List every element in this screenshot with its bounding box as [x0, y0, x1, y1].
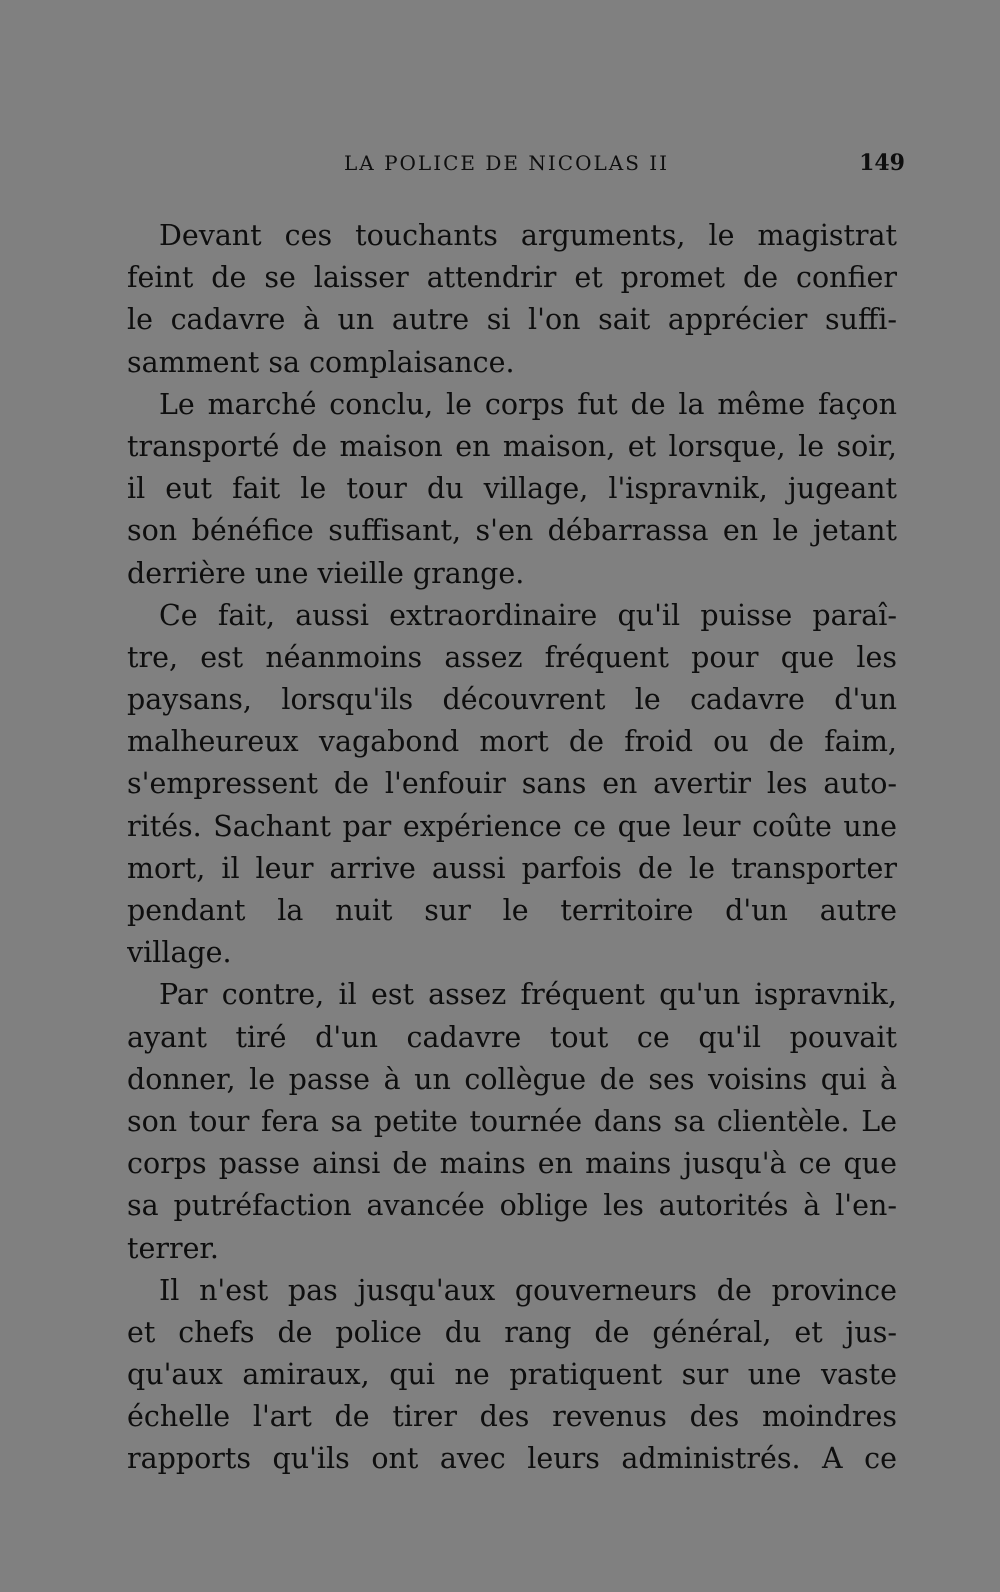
- text-line: samment sa complaisance.: [127, 345, 515, 379]
- text-line: s'empressent de l'enfouir sans en avertir les auto-: [127, 767, 897, 801]
- text-line: échelle l'art de tirer des revenus des moindres: [127, 1400, 897, 1434]
- text-line: son tour fera sa petite tournée dans sa clientèle. Le: [127, 1104, 897, 1138]
- text-line: rités. Sachant par expérience ce que leur coûte une: [127, 809, 897, 843]
- running-title: LA POLICE DE NICOLAS II: [344, 151, 670, 175]
- text-line: il eut fait le tour du village, l'ispravnik, jugeant: [127, 472, 897, 506]
- text-line: Il n'est pas jusqu'aux gouverneurs de province: [159, 1273, 897, 1307]
- text-line: corps passe ainsi de mains en mains jusqu'à ce que: [127, 1147, 897, 1181]
- text-line: terrer.: [127, 1231, 219, 1265]
- text-line: paysans, lorsqu'ils découvrent le cadavre d'un: [127, 683, 897, 717]
- text-line: Par contre, il est assez fréquent qu'un ispravnik,: [159, 978, 897, 1012]
- paragraph: [127, 1270, 897, 1481]
- running-head: [0, 143, 1000, 183]
- text-line: Le marché conclu, le corps fut de la même façon: [159, 387, 897, 421]
- text-line: ayant tiré d'un cadavre tout ce qu'il pouvait: [127, 1020, 897, 1054]
- text-line: et chefs de police du rang de général, et jus-: [127, 1315, 897, 1349]
- text-line: donner, le passe à un collègue de ses voisins qui à: [127, 1062, 897, 1096]
- text-line: derrière une vieille grange.: [127, 556, 525, 590]
- text-line: feint de se laisser attendrir et promet de confier: [127, 261, 897, 295]
- text-line: rapports qu'ils ont avec leurs administrés. A ce: [127, 1442, 897, 1476]
- text-line: transporté de maison en maison, et lorsque, le soir,: [127, 429, 897, 463]
- text-line: mort, il leur arrive aussi parfois de le transporter: [127, 851, 897, 885]
- paragraph: [127, 974, 897, 1269]
- paragraph: [127, 215, 897, 384]
- text-line: tre, est néanmoins assez fréquent pour que les: [127, 640, 897, 674]
- paragraph: [127, 595, 897, 975]
- text-line: malheureux vagabond mort de froid ou de faim,: [127, 725, 897, 759]
- text-line: Devant ces touchants arguments, le magistrat: [159, 219, 897, 252]
- body-text: [127, 215, 897, 1481]
- text-line: sa putréfaction avancée oblige les autorités à l'en-: [127, 1189, 897, 1223]
- text-line: Ce fait, aussi extraordinaire qu'il puisse paraî-: [159, 598, 897, 632]
- text-line: son bénéfice suffisant, s'en débarrassa en le jetant: [127, 514, 897, 548]
- text-line: pendant la nuit sur le territoire d'un autre: [127, 894, 897, 927]
- text-line: qu'aux amiraux, qui ne pratiquent sur une vaste: [127, 1358, 897, 1392]
- paragraph: [127, 384, 897, 595]
- page-number: 149: [859, 150, 905, 176]
- text-line: le cadavre à un autre si l'on sait apprécier suffi-: [127, 303, 897, 337]
- text-line: village.: [127, 936, 232, 970]
